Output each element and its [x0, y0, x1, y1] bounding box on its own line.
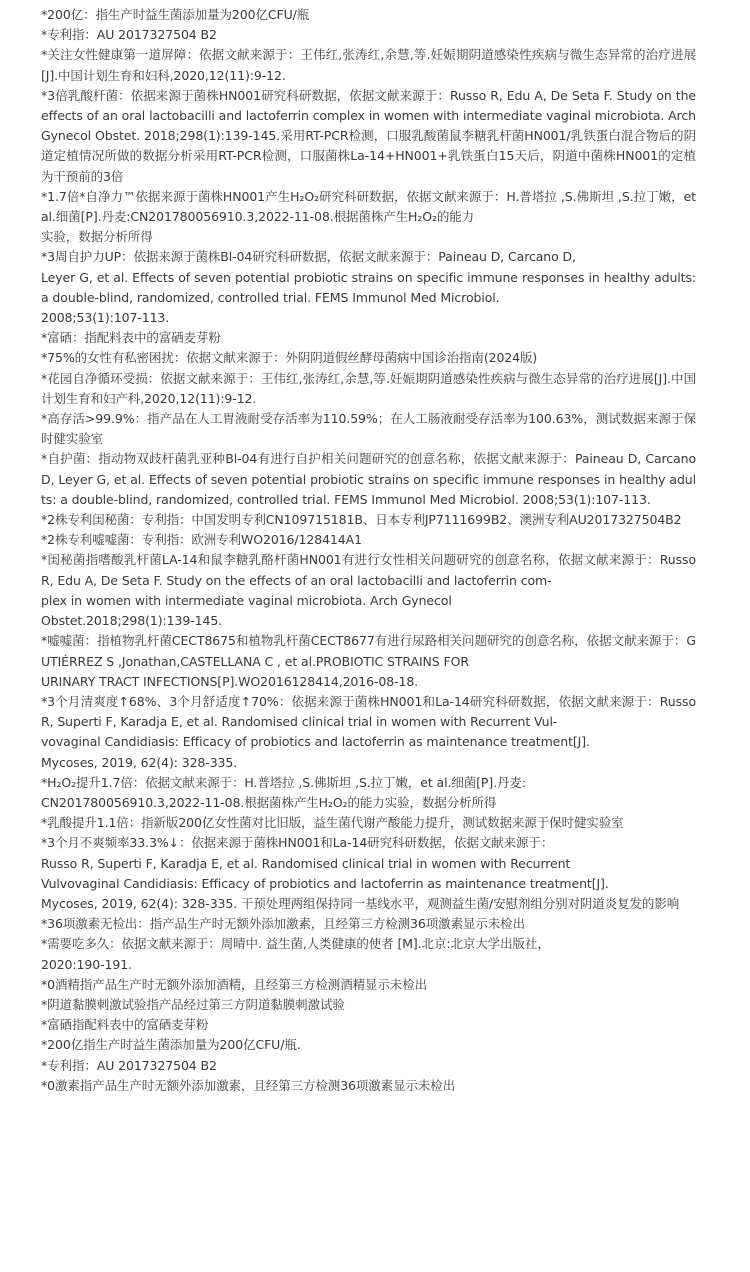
footnote-item: *36项激素无检出：指产品生产时无额外添加激素，且经第三方检测36项激素显示未检出 — [41, 916, 525, 932]
footnote-item: *200亿指生产时益生菌添加量为200亿CFU/瓶. — [41, 1037, 301, 1053]
footnote-item: *200亿：指生产时益生菌添加量为200亿CFU/瓶 — [41, 7, 310, 22]
footnote-item: *富硒：指配料表中的富硒麦芽粉 — [41, 330, 221, 346]
footnote-item: *富硒指配料表中的富硒麦芽粉 — [41, 1017, 209, 1033]
footnote-item: *阴道黏膜刺激试验指产品经过第三方阴道黏膜刺激试验 — [41, 996, 345, 1012]
footnote-item: *1.7倍*自净力™依据来源于菌株HN001产生H₂O₂研究科研数据，依据文献来源于：H.普塔拉 ,S.佛斯坦 ,S.拉丁嫩，et al.细菌[P].丹麦:CN201780056910.3,2022-11-08.根据菌株产生H₂O₂的能力 实验，数据分析所得 — [41, 188, 696, 245]
footnote-list — [41, 5, 696, 1096]
footnote-item: *H₂O₂提升1.7倍：依据文献来源于：H.普塔拉 ,S.佛斯坦 ,S.拉丁嫩，et al.细菌[P].丹麦: CN201780056910.3,2022-11-08.根据菌株产生H₂O₂的能力实验，数据分析所得 — [41, 774, 526, 810]
footnote-item: *75%的女性有私密困扰：依据文献来源于：外阴阴道假丝酵母菌病中国诊治指南(2024版) — [41, 350, 538, 366]
footnote-item: *需要吃多久：依据文献来源于：周晴中. 益生菌,人类健康的使者 [M].北京:北京大学出版社， 2020:190-191. — [41, 936, 550, 972]
footnote-item: *0酒精指产品生产时无额外添加酒精，且经第三方检测酒精显示未检出 — [41, 976, 428, 992]
footnote-item: *高存活>99.9%：指产品在人工胃液耐受存活率为110.59%；在人工肠液耐受存活率为100.63%，测试数据来源于保时健实验室 — [41, 411, 696, 447]
footnote-item: *自护菌：指动物双歧杆菌乳亚种Bl-04有进行自护相关问题研究的创意名称，依据文献来源于：Paineau D, Carcano D, Leyer G, et al. Effects of seven potential probiotic strains on specific immune responses in healthy adults: a double-blind, randomized, controlled trial. FEMS Immunol Med Microbiol. 2008;53(1):107-113. — [41, 451, 696, 507]
footnote-item: *3倍乳酸杆菌：依据来源于菌株HN001研究科研数据，依据文献来源于：Russo R, Edu A, De Seta F. Study on the effects of an oral lactobacilli and lactoferrin complex in women with intermediate vaginal microbiota. Arch Gynecol Obstet. 2018;298(1):139-145.采用RT-PCR检测，口服乳酸菌鼠李糖乳杆菌HN001/乳铁蛋白混合物后的阴道定植情况所做的数据分析采用RT-PCR检测，口服菌株La-14+HN001+乳铁蛋白15天后，阴道中菌株HN001的定植为干预前的3倍 — [41, 87, 696, 184]
footnote-item: *2株专利嘘嘘菌：专利指：欧洲专利WO2016/128414A1 — [41, 532, 362, 548]
footnote-item: *0激素指产品生产时无额外添加激素，且经第三方检测36项激素显示未检出 — [41, 1077, 456, 1093]
footnote-item: *3个月清爽度↑68%、3个月舒适度↑70%：依据来源于菌株HN001和La-14研究科研数据，依据文献来源于：Russo R, Superti F, Karadja E, et al. Randomised clinical trial in women with Recurrent Vul- vovaginal Candidiasis: Efficacy of probiotics and lactoferrin as maintenance treatment[J]. Mycoses, 2019, 62(4): 328-335. — [41, 693, 696, 770]
footnote-item: *专利指：AU 2017327504 B2 — [41, 27, 217, 43]
footnote-item: *关注女性健康第一道屏障：依据文献来源于：王伟红,张涛红,余慧,等.妊娠期阴道感染性疾病与微生态异常的治疗进展[J].中国计划生育和妇科,2020,12(11):9-12. — [41, 47, 696, 83]
footnote-item: *乳酸提升1.1倍：指新版200亿女性菌对比旧版，益生菌代谢产酸能力提升，测试数据来源于保时健实验室 — [41, 815, 624, 831]
footnote-item: *闺秘菌指嗜酸乳杆菌LA-14和鼠李糖乳酪杆菌HN001有进行女性相关问题研究的创意名称，依据文献来源于：Russo R, Edu A, De Seta F. Study on the effects of an oral lactobacilli and lactoferrin com- plex in women with intermediate vaginal microbiota. Arch Gynecol Obstet.2018;298(1):139-145. — [41, 552, 696, 629]
footnote-item: *2株专利闺秘菌：专利指：中国发明专利CN109715181B、日本专利JP7111699B2、澳洲专利AU2017327504B2 — [41, 512, 682, 528]
footnote-item: *专利指：AU 2017327504 B2 — [41, 1057, 217, 1073]
footnote-item: *3个月不爽频率33.3%↓：依据来源于菌株HN001和La-14研究科研数据，依据文献来源于： Russo R, Superti F, Karadja E, et al. Randomised clinical trial in women with Recurrent Vulvovaginal Candidiasis: Efficacy of probiotics and lactoferrin as maintenance treatment[J]. Mycoses, 2019, 62(4): 328-335. 干预处理两组保持同一基线水平，观测益生菌/安慰剂组分别对阴道炎复发的影响 — [41, 835, 680, 911]
footnote-item: *嘘嘘菌：指植物乳杆菌CECT8675和植物乳杆菌CECT8677有进行尿路相关问题研究的创意名称，依据文献来源于：GUTIÉRREZ S ,Jonathan,CASTELLANA C , et al.PROBIOTIC STRAINS FOR URINARY TRACT INFECTIONS[P].WO2016128414,2016-08-18. — [41, 633, 696, 689]
footnote-item: *3周自护力UP：依据来源于菌株Bl-04研究科研数据，依据文献来源于：Paineau D, Carcano D, Leyer G, et al. Effects of seven potential probiotic strains on specific immune responses in healthy adults: a double-blind, randomized, controlled trial. FEMS Immunol Med Microbiol. 2008;53(1):107-113. — [41, 249, 696, 326]
footnote-item: *花园自净循环受损：依据文献来源于：王伟红,张涛红,余慧,等.妊娠期阴道感染性疾病与微生态异常的治疗进展[J].中国计划生育和妇产科,2020,12(11):9-12. — [41, 370, 696, 406]
